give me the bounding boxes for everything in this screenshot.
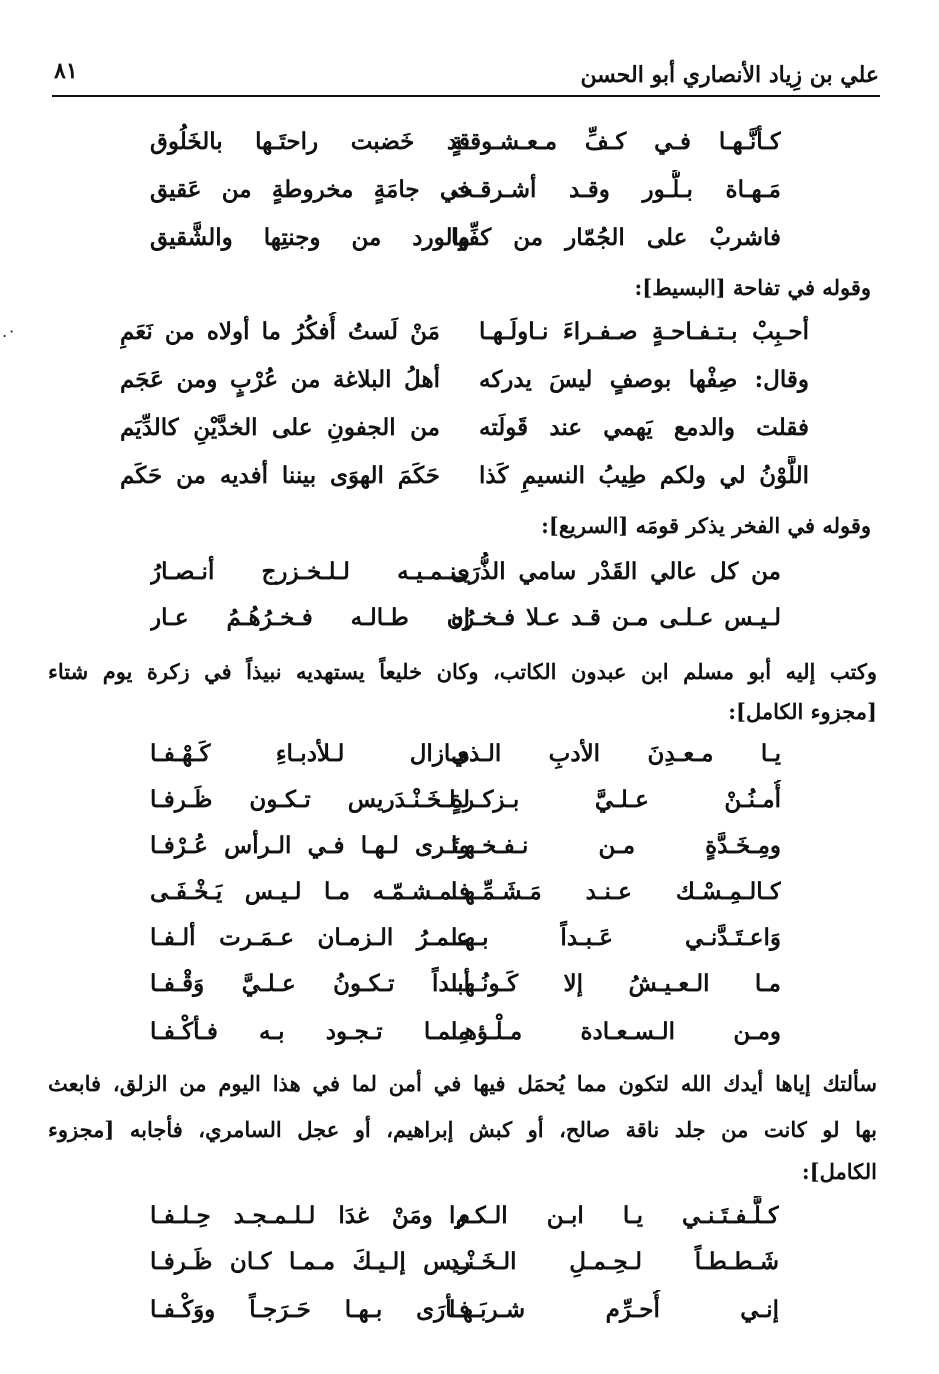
verse-line [150, 872, 781, 912]
verse-second-hemistich: من الجفونِ على الخدَّيْنِ كالدِّيَم [120, 414, 440, 441]
verse-second-hemistich: يـنـمـيـه لـلـخـزرج أنـصـارُ [150, 558, 470, 585]
header-rule [52, 95, 880, 97]
verse-line [150, 734, 781, 774]
running-title: علي بن زِياد الأنصاري أبو الحسن [580, 62, 879, 88]
verse-first-hemistich: ومـن الـسـعـادة مـلْـؤهـا [451, 1018, 781, 1045]
verse-first-hemistich: يـا مـعـدِنَ الأدبِ الـذي [451, 740, 781, 767]
verse-second-hemistich: أبـداً تـكـونُ عـلـيَّ وَقْـفـا [150, 970, 470, 997]
verse-line [150, 1290, 779, 1330]
verse-line [150, 1242, 779, 1282]
verse-first-hemistich: أحـبِبْ بـتـفـاحـةٍ صـفـراءَ نـاولَـهـا [479, 318, 809, 345]
verse-second-hemistich: مِـمـا تـجـود بـه فـأكْـفـا [150, 1018, 470, 1045]
prose-line: [مجزوء الكامل]: [728, 699, 877, 724]
verse-first-hemistich: شَـطـطـاً لـحِـمـلِ الـخَـنْـد [449, 1248, 779, 1275]
prose-line: سألتك إياها أيدك الله لتكون مما يُحمَل فيها في أمن لما في هذا اليوم من الزلق، فابعث [48, 1071, 877, 1096]
verse-second-hemistich: مَنْ لَستُ أُفكُرُ ما أولاه من نَعَمِ [120, 318, 440, 345]
verse-first-hemistich: مـا الـعـيـشُ إلا كَـونُـهـا [451, 970, 781, 997]
verse-line [120, 360, 809, 400]
verse-second-hemistich: فـأرَى بـهـا حَـرَجـاً ووَكْـفـا [150, 1296, 470, 1323]
verse-first-hemistich: إنـي أُحـرِّم شـربَـهـا [449, 1296, 779, 1323]
verse-first-hemistich: وَاعـتَـدَّنـي عَـبـداً بـهـا [451, 924, 781, 951]
verse-first-hemistich: كـالـمِـسْـك عـنـد مَـشَـمِّـهـا [451, 878, 781, 905]
verse-line [120, 312, 809, 352]
verse-second-hemistich: قد خَضبت راحتَـها بالخَلُوق [150, 128, 470, 155]
verse-line [150, 218, 781, 258]
verse-second-hemistich: إن طـالـه فـخـرُهُـمُ عـار [150, 604, 470, 631]
margin-dots: .· [2, 322, 17, 341]
verse-second-hemistich: م ومَنْ غدَا لـلـمـجـد حِـلـفـا [150, 1202, 470, 1229]
prose-line: بها لو كانت من جلد ناقة صالح، أو كبش إبراهيم، أو عجل السامري، فأجابه [مجزوء [48, 1117, 877, 1142]
verse-line [150, 780, 781, 820]
verse-first-hemistich: كـأنَّـهـا فـي كـفِّ مـعـشـوقـةٍ [451, 128, 781, 155]
verse-line [150, 598, 781, 638]
running-header [52, 52, 879, 98]
verse-second-hemistich: فـمـشـمّـه مـا لـيـس يَـخْـفَـى [150, 878, 470, 905]
prose-line: الكامل]: [801, 1159, 877, 1184]
verse-line [150, 170, 781, 210]
verse-line [150, 1196, 779, 1236]
verse-second-hemistich: ريس إلـيـكَ مـمـا كـان ظَـرفـا [150, 1248, 470, 1275]
verse-second-hemistich: لـلـخَـنْـدَريس تـكـون ظَـرفـا [150, 786, 470, 813]
verse-first-hemistich: اللَّوْنُ لي ولكم طِيبُ النسيمِ كَذا [479, 462, 809, 489]
verse-second-hemistich: مـازال لـلأدبـاءِ كَـهْـفـا [150, 740, 470, 767]
verse-first-hemistich: أُمـنُـنْ عـلـيَّ بـزكـرةٍ [451, 786, 781, 813]
prose-line: وقوله في تفاحة [البسيط]: [634, 275, 871, 300]
verse-first-hemistich: لـيـس عـلـى مـن قـد عـلا فـخـرُه [451, 604, 781, 631]
verse-first-hemistich: فقلت والدمع يَهمي عند قَولَته [479, 414, 809, 441]
verse-second-hemistich: في جامَةٍ مخروطةٍ من عَقيق [150, 176, 470, 203]
prose-line: وقوله في الفخر يذكر قومَه [السريع]: [541, 513, 871, 538]
prose-line: وكتب إليه أبو مسلم ابن عبدون الكاتب، وكان خليعاً يستهديه نبيذاً في زكرة يوم شتاء [48, 659, 877, 684]
verse-first-hemistich: مَـهـاة بـلُّـور وقـد أشـرقـت [451, 176, 781, 203]
verse-line [150, 122, 781, 162]
verse-second-hemistich: عـمـرُ الـزمـان عـمَـرت ألـفـا [150, 924, 470, 951]
verse-line [150, 1012, 781, 1052]
verse-line [150, 918, 781, 958]
verse-line [120, 456, 809, 496]
verse-first-hemistich: كـلَّـفـتَـنـي يـا ابـن الـكـرا [449, 1202, 779, 1229]
verse-line [150, 552, 781, 592]
verse-second-hemistich: وتَـرى لـهـا فـي الـرأس عُـرْفـا [150, 832, 470, 859]
verse-line [150, 964, 781, 1004]
verse-first-hemistich: من كل عالي القَدْر سامي الذُّرَى [451, 558, 781, 585]
verse-second-hemistich: والورد من وجنتِها والشَّقيق [150, 224, 470, 251]
page-number: ٨١ [54, 58, 78, 84]
verse-line [120, 408, 809, 448]
verse-second-hemistich: أهلُ البلاغة من عُرْبٍ ومن عَجَم [120, 366, 440, 393]
verse-first-hemistich: وقال: صِفْها بوصفٍ ليسَ يدركه [479, 366, 809, 393]
verse-second-hemistich: حَكَمَ الهوَى بيننا أفديه من حَكَم [120, 462, 440, 489]
verse-first-hemistich: فاشربْ على الجُمّار من كفِّها [451, 224, 781, 251]
verse-first-hemistich: ومِـخَـدَّةٍ مـن نـفـخـهـا [451, 832, 781, 859]
verse-line [150, 826, 781, 866]
